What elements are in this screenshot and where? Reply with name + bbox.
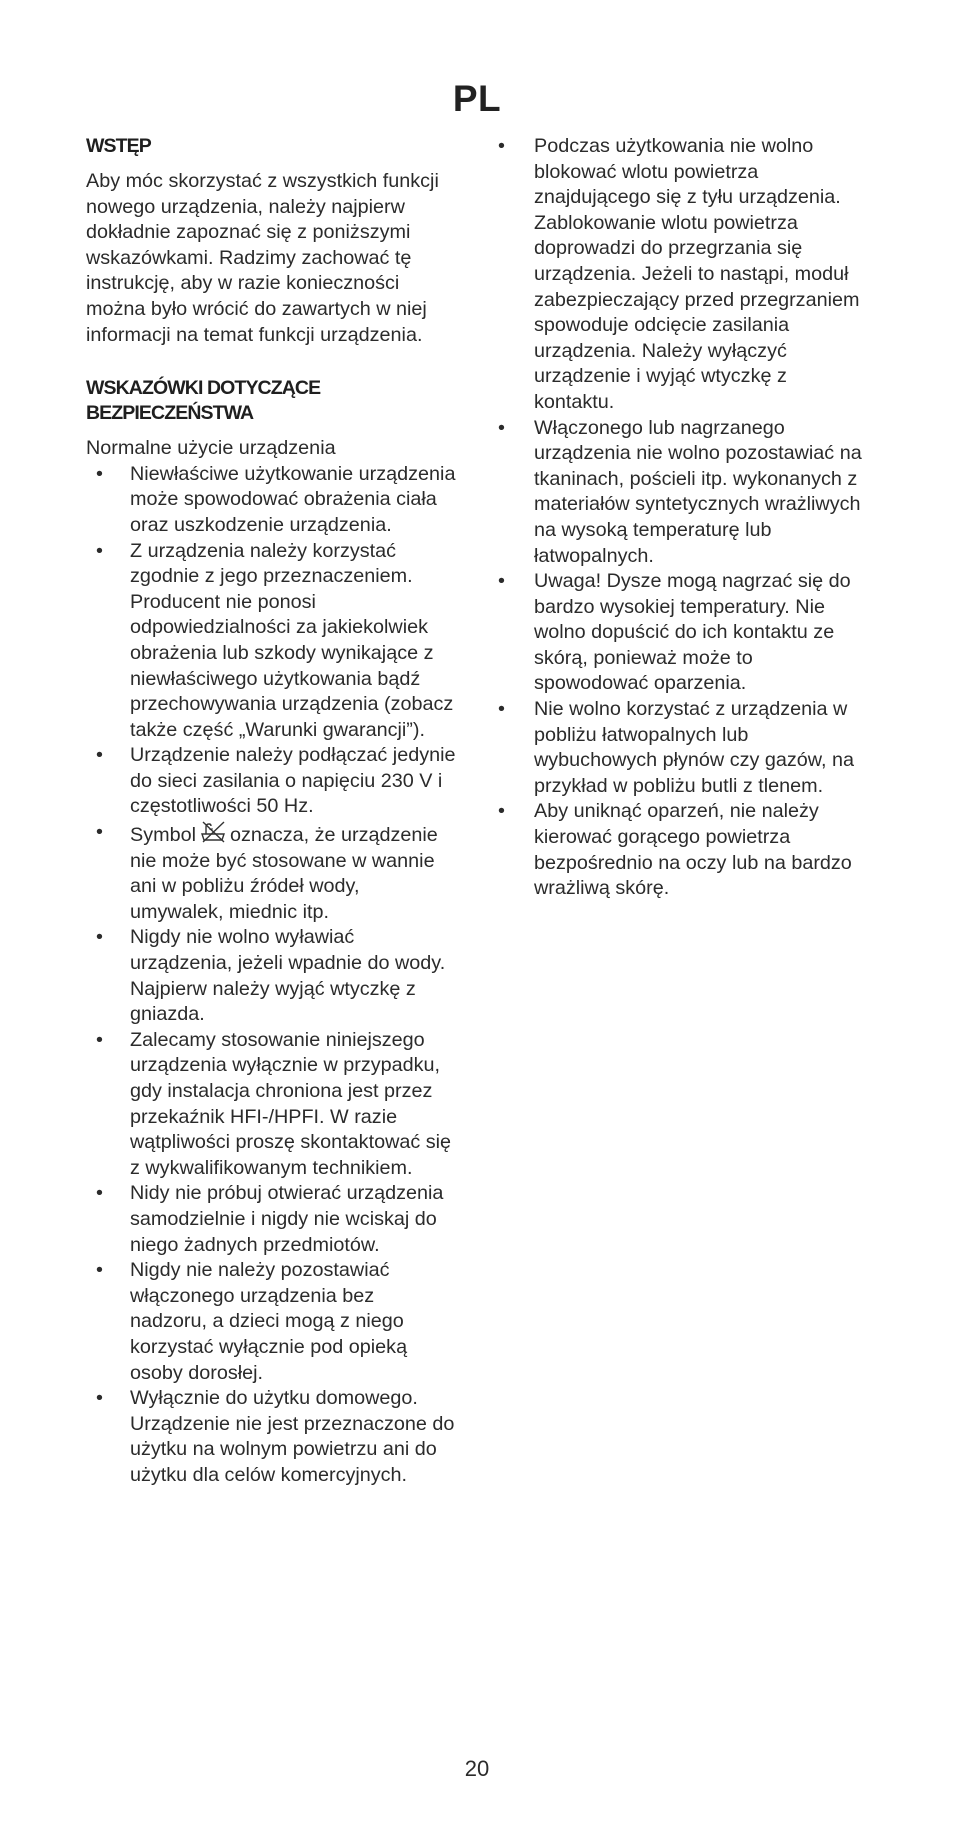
list-item-text: Niewłaściwe użytkowanie urządzenia może spowodować obrażenia ciała oraz uszkodzenie urządzenia. xyxy=(130,462,456,536)
bullet: • xyxy=(96,1028,103,1051)
bullet: • xyxy=(498,698,505,721)
list-item-text: Włączonego lub nagrzanego urządzenia nie wolno pozostawiać na tkaninach, pościeli itp. wykonanych z materiałów syntetycznych wrażliwych na wysoką temperaturę lub łatwopalnych. xyxy=(534,416,862,567)
list-item xyxy=(86,539,456,744)
list-item xyxy=(86,1386,456,1488)
normal-use-subheading: Normalne użycie urządzenia xyxy=(86,437,336,460)
list-item xyxy=(86,925,456,1027)
symbol-text-before: Symbol xyxy=(130,824,196,847)
list-item xyxy=(86,1258,456,1386)
right-column xyxy=(490,134,870,902)
list-item-text: Zalecamy stosowanie niniejszego urządzenia wyłącznie w przypadku, gdy instalacja chroniona jest przez przekaźnik HFI-/HPFI. W razie wątpliwości proszę skontaktować się z wykwalifikowanym technikiem. xyxy=(130,1028,452,1179)
safety-list-left xyxy=(86,462,456,1489)
list-item-text: Podczas użytkowania nie wolno blokować wlotu powietrza znajdującego się z tyłu urządzenia. Zablokowanie wlotu powietrza doprowadzi do przegrzania się urządzenia. Jeżeli to nastąpi, moduł zabezpieczający przed przegrzaniem spowoduje odcięcie zasilania urządzenia. Należy wyłączyć urządzenie i wyjąć wtyczkę z kontaktu. xyxy=(534,135,860,413)
list-item-text: Nigdy nie wolno wyławiać urządzenia, jeżeli wpadnie do wody. Najpierw należy wyjąć wtyczkę z gniazda. xyxy=(130,926,446,1026)
bullet: • xyxy=(96,462,103,485)
list-item xyxy=(490,569,870,697)
bullet: • xyxy=(498,416,505,439)
list-item xyxy=(86,1181,456,1258)
bullet: • xyxy=(96,744,103,767)
bullet: • xyxy=(498,135,505,157)
symbol-text-after: oznacza, że urządzenie nie może być stosowane w wannie ani w pobliżu źródeł wody, umywalek, miednic itp. xyxy=(130,824,438,923)
bullet: • xyxy=(96,1387,103,1410)
list-item xyxy=(490,799,870,901)
list-item-text: Aby uniknąć oparzeń, nie należy kierować gorącego powietrza bezpośrednio na oczy lub na bardzo wrażliwą skórę. xyxy=(534,800,852,900)
list-item-text: Nigdy nie należy pozostawiać włączonego urządzenia bez nadzoru, a dzieci mogą z niego korzystać wyłącznie pod opieką osoby dorosłej. xyxy=(130,1259,408,1384)
list-item-text: Urządzenie należy podłączać jedynie do sieci zasilania o napięciu 230 V i częstotliwości 50 Hz. xyxy=(130,744,456,818)
list-item xyxy=(490,697,870,799)
bullet: • xyxy=(96,926,103,949)
bullet: • xyxy=(96,821,103,844)
list-item xyxy=(490,416,870,570)
left-column xyxy=(86,134,456,1489)
bullet: • xyxy=(96,1259,103,1282)
safety-list-right xyxy=(490,134,870,902)
list-item xyxy=(86,462,456,539)
language-heading: PL xyxy=(452,78,502,119)
bullet: • xyxy=(96,1182,103,1205)
list-item xyxy=(86,743,456,820)
intro-paragraph: Aby móc skorzystać z wszystkich funkcji nowego urządzenia, należy najpierw dokładnie zapoznać się z poniższymi wskazówkami. Radzimy zachować tę instrukcję, aby w razie konieczności można było wrócić do zawartych w niej informacji na temat funkcji urządzenia. xyxy=(86,170,439,346)
list-item-symbol xyxy=(86,820,456,925)
no-bath-icon xyxy=(199,820,227,844)
list-item xyxy=(86,1028,456,1182)
page-number: 20 xyxy=(464,1756,490,1781)
list-item-text: Uwaga! Dysze mogą nagrzać się do bardzo wysokiej temperatury. Nie wolno dopuścić do ich kontaktu ze skórą, ponieważ może to spowodować oparzenia. xyxy=(534,570,851,695)
list-item xyxy=(490,134,870,416)
safety-heading: WSKAZÓWKI DOTYCZĄCE BEZPIECZEŃSTWA xyxy=(86,377,321,425)
bullet: • xyxy=(96,539,103,562)
bullet: • xyxy=(498,800,505,823)
bullet: • xyxy=(498,570,505,593)
list-item-text: Nidy nie próbuj otwierać urządzenia samodzielnie i nigdy nie wciskaj do niego żadnych przedmiotów. xyxy=(130,1182,444,1256)
intro-heading: WSTĘP xyxy=(86,135,151,157)
list-item-text: Z urządzenia należy korzystać zgodnie z jego przeznaczeniem. Producent nie ponosi odpowiedzialności za jakiekolwiek obrażenia lub szkody wynikające z niewłaściwego użytkowania bądź przechowywania urządzenia (zobacz także część „Warunki gwarancji”). xyxy=(130,539,454,741)
list-item-text: Nie wolno korzystać z urządzenia w pobliżu łatwopalnych lub wybuchowych płynów czy gazów, na przykład w pobliżu butli z tlenem. xyxy=(534,698,854,797)
list-item-text: Wyłącznie do użytku domowego. Urządzenie nie jest przeznaczone do użytku na wolnym powietrzu ani do użytku dla celów komercyjnych. xyxy=(130,1387,455,1486)
